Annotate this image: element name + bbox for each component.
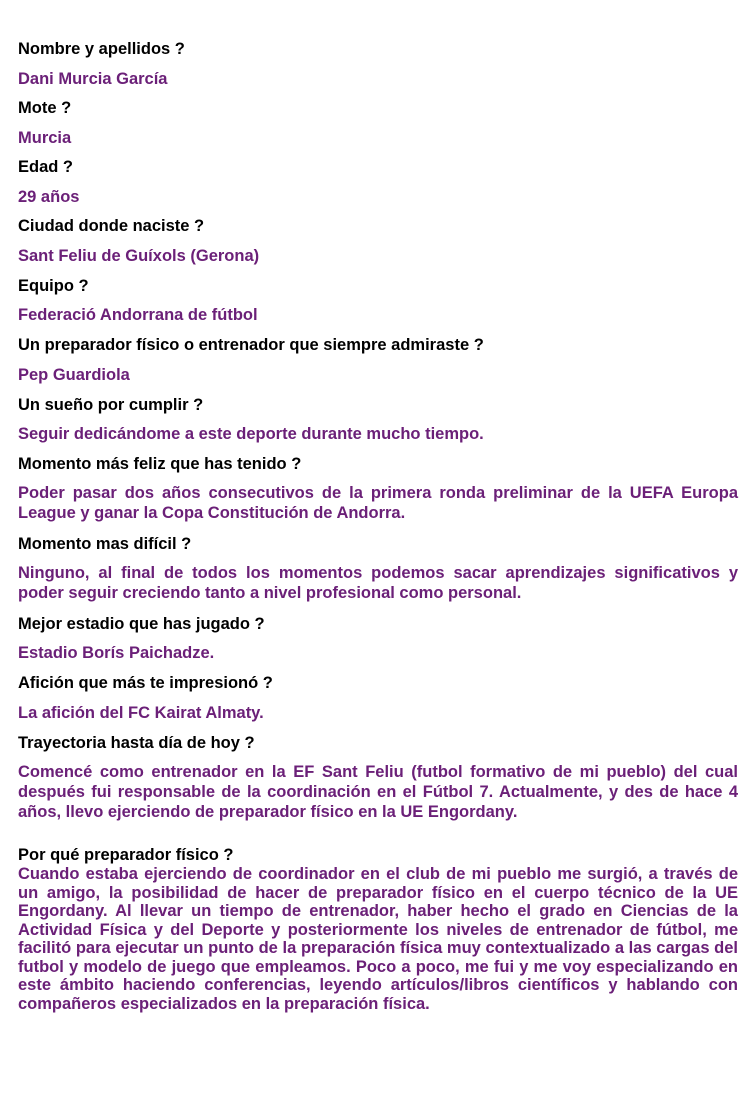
question-nickname: Mote ? (18, 99, 72, 117)
answer-career: Comencé como entrenador en la EF Sant Feliu (futbol formativo de mi pueblo) del cual después fui responsable de la coordinación en el Fútbol 7. Actualmente, y des de hace 4 años, llevo ejerciendo de preparador físico en la UE Engordany. (18, 763, 738, 821)
answer-hardest-moment: Ninguno, al final de todos los momentos podemos sacar aprendizajes significativos y poder seguir creciendo tanto a nivel profesional como personal. (18, 564, 738, 602)
answer-team: Federació Andorrana de fútbol (18, 306, 258, 324)
question-birth-city: Ciudad donde naciste ? (18, 217, 205, 235)
question-dream: Un sueño por cumplir ? (18, 396, 204, 414)
answer-admired-coach: Pep Guardiola (18, 366, 130, 384)
answer-why-fitness-coach: Cuando estaba ejerciendo de coordinador en el club de mi pueblo me surgió, a través de un amigo, la posibilidad de hacer de preparador físico en el cuerpo técnico de la UE Engordany. Al llevar un tiempo de entrenador, haber hecho el grado en Ciencias de la Actividad Física y del Deporte y posteriormente los niveles de entrenador de fútbol, me facilitó para ejecutar un punto de la preparación física muy contextualizado a las cargas del futbol y modelo de juego que empleamos. Poco a poco, me fui y me voy especializando en este ámbito haciendo conferencias, leyendo artículos/libros científicos y hablando con compañeros especializados en la preparación física. (18, 865, 738, 1013)
answer-age: 29 años (18, 188, 80, 206)
question-happiest-moment: Momento más feliz que has tenido ? (18, 455, 302, 473)
question-hardest-moment: Momento mas difícil ? (18, 535, 192, 553)
answer-happiest-moment: Poder pasar dos años consecutivos de la primera ronda preliminar de la UEFA Europa League y ganar la Copa Constitución de Andorra. (18, 484, 738, 522)
question-why-fitness-coach: Por qué preparador físico ? (18, 846, 234, 864)
answer-dream: Seguir dedicándome a este deporte durante mucho tiempo. (18, 425, 484, 443)
answer-birth-city: Sant Feliu de Guíxols (Gerona) (18, 247, 260, 265)
answer-best-stadium: Estadio Borís Paichadze. (18, 644, 215, 662)
answer-fans: La afición del FC Kairat Almaty. (18, 704, 264, 722)
question-team: Equipo ? (18, 277, 89, 295)
question-career: Trayectoria hasta día de hoy ? (18, 734, 255, 752)
question-fans: Afición que más te impresionó ? (18, 674, 273, 692)
question-name: Nombre y apellidos ? (18, 40, 185, 58)
question-admired-coach: Un preparador físico o entrenador que siempre admiraste ? (18, 336, 484, 354)
question-age: Edad ? (18, 158, 74, 176)
answer-nickname: Murcia (18, 129, 72, 147)
answer-name: Dani Murcia García (18, 70, 168, 88)
question-best-stadium: Mejor estadio que has jugado ? (18, 615, 265, 633)
